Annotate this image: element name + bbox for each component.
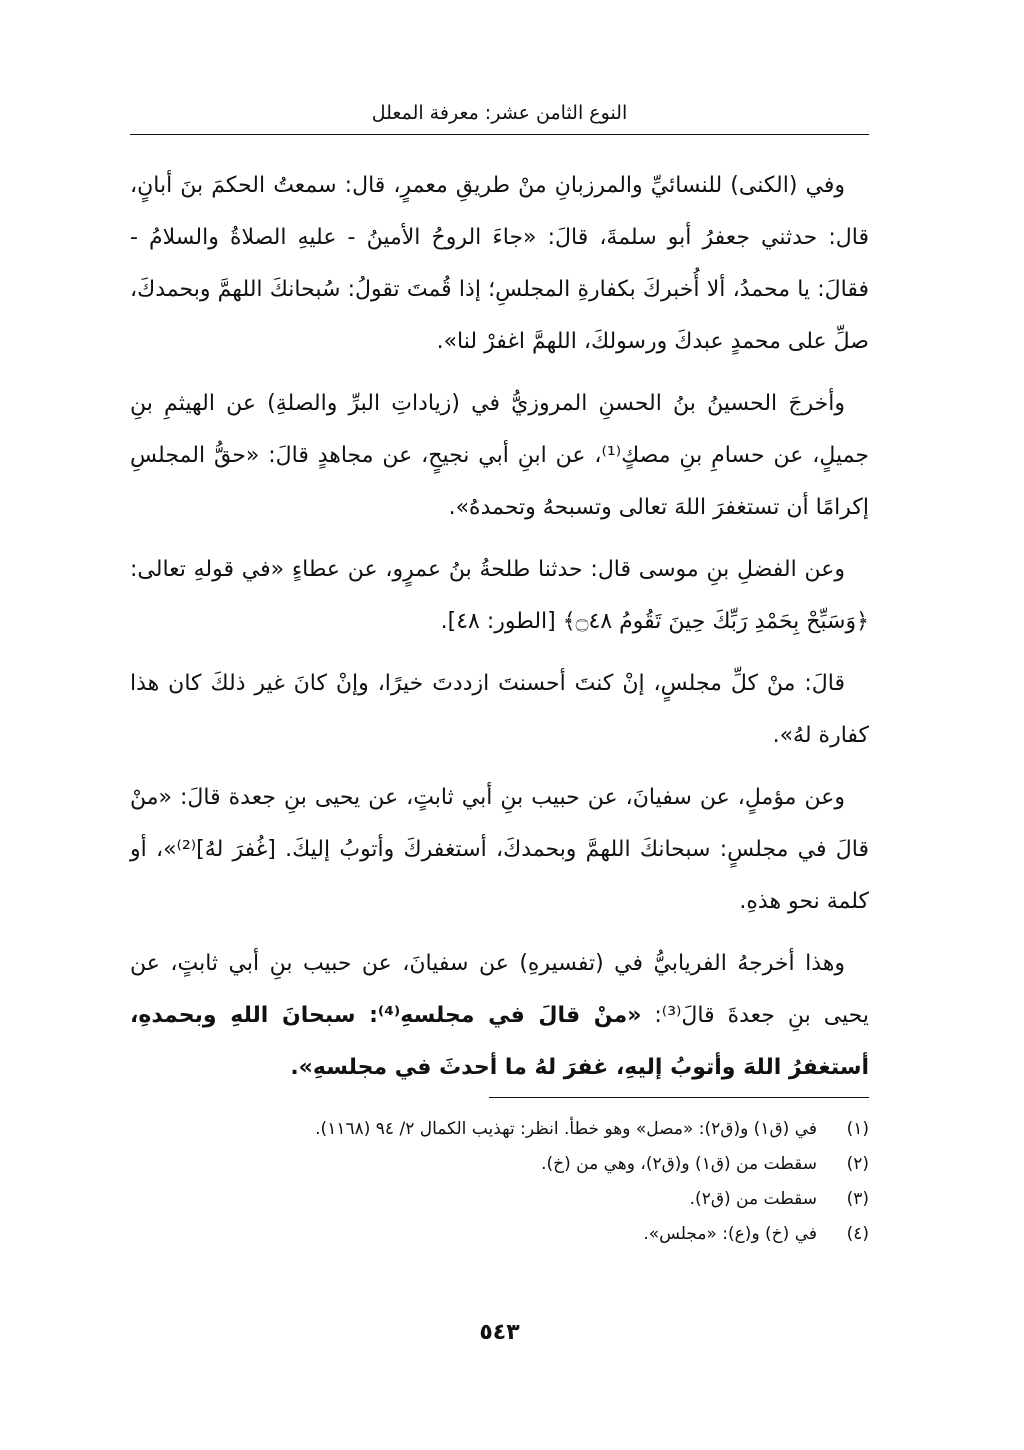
footnote-text: في (خ) و(ع): «مجلس». (643, 1224, 817, 1244)
running-title: النوع الثامن عشر: معرفة المعلل (371, 102, 628, 124)
paragraph-6-intro: وهذا أخرجهُ الفريابيُّ في (تفسيرهِ) عن سفيانَ، عن حبيب بنِ أبي ثابتٍ، عن يحيى بنِ جعدةَ قالَ⁽³⁾: (130, 951, 870, 1028)
footnote-number: (٢) (846, 1154, 869, 1174)
footnote-4 (130, 1217, 869, 1252)
footnotes (130, 1112, 869, 1252)
paragraph-3: وعن الفضلِ بنِ موسى قال: حدثنا طلحةُ بنُ عمرٍو، عن عطاءٍ «في قولهِ تعالى: ﴿وَسَبِّحْ بِحَمْدِ رَبِّكَ حِينَ تَقُومُ ۝٤٨﴾ [الطور: ٤٨]. (130, 557, 869, 634)
paragraph-1: وفي (الكنى) للنسائيِّ والمرزبانِ منْ طريقِ معمرٍ، قال: سمعتُ الحكمَ بنَ أبانٍ، قال: حدثني جعفرُ أبو سلمةَ، قالَ: «جاءَ الروحُ الأمينُ - عليهِ الصلاةُ والسلامُ - فقالَ: يا محمدُ، ألا أُخبركَ بكفارةِ المجلسِ؛ إذا قُمتَ تقولُ: سُبحانكَ اللهمَّ وبحمدكَ، صلِّ على محمدٍ عبدكَ ورسولكَ، اللهمَّ اغفرْ لنا». (130, 173, 869, 354)
paragraph-2: وأخرجَ الحسينُ بنُ الحسنِ المروزيُّ في (زياداتِ البرِّ والصلةِ) عن الهيثمِ بنِ جميلٍ، عن حسامِ بنِ مصكٍ⁽¹⁾، عن ابنِ أبي نجيحٍ، عن مجاهدٍ قالَ: «حقُّ المجلسِ إكرامًا أن تستغفرَ اللهَ تعالى وتسبحهُ وتحمدهُ». (130, 391, 869, 520)
header-rule (130, 134, 869, 135)
paragraph-5: وعن مؤملٍ، عن سفيانَ، عن حبيب بنِ أبي ثابتٍ، عن يحيى بنِ جعدة قالَ: «منْ قالَ في مجلسٍ: سبحانكَ اللهمَّ وبحمدكَ، أستغفركَ وأتوبُ إليكَ. [غُفرَ لهُ]⁽²⁾»، أو كلمة نحو هذهِ. (130, 785, 869, 914)
footnote-rule (489, 1097, 869, 1098)
footnote-number: (٣) (846, 1189, 869, 1209)
footnote-number: (١) (846, 1119, 869, 1139)
footnote-text: في (ق١) و(ق٢): «مصل» وهو خطأ. انظر: تهذيب الكمال ٢/ ٩٤ (١١٦٨). (315, 1119, 817, 1139)
footnote-text: سقطت من (ق١) و(ق٢)، وهي من (خ). (541, 1154, 817, 1174)
book-page (130, 0, 869, 1450)
main-text (130, 160, 869, 1104)
paragraph-6-quote: «منْ قالَ في مجلسهِ⁽⁴⁾: سبحانَ اللهِ وبحمدهِ، أستغفرُ اللهَ وأتوبُ إليهِ، غفرَ لهُ ما أحدثَ في مجلسهِ». (130, 1003, 869, 1080)
paragraph-6 (130, 938, 869, 1094)
footnote-text: سقطت من (ق٢). (689, 1189, 817, 1209)
footnote-1 (130, 1112, 869, 1147)
footnote-2 (130, 1147, 869, 1182)
footnote-3 (130, 1182, 869, 1217)
footnote-number: (٤) (846, 1224, 869, 1244)
paragraph-4: قالَ: منْ كلِّ مجلسٍ، إنْ كنتَ أحسنتَ ازددتَ خيرًا، وإنْ كانَ غير ذلكَ كان هذا كفارة لهُ». (130, 671, 869, 748)
page-number: ٥٤٣ (479, 1320, 520, 1345)
